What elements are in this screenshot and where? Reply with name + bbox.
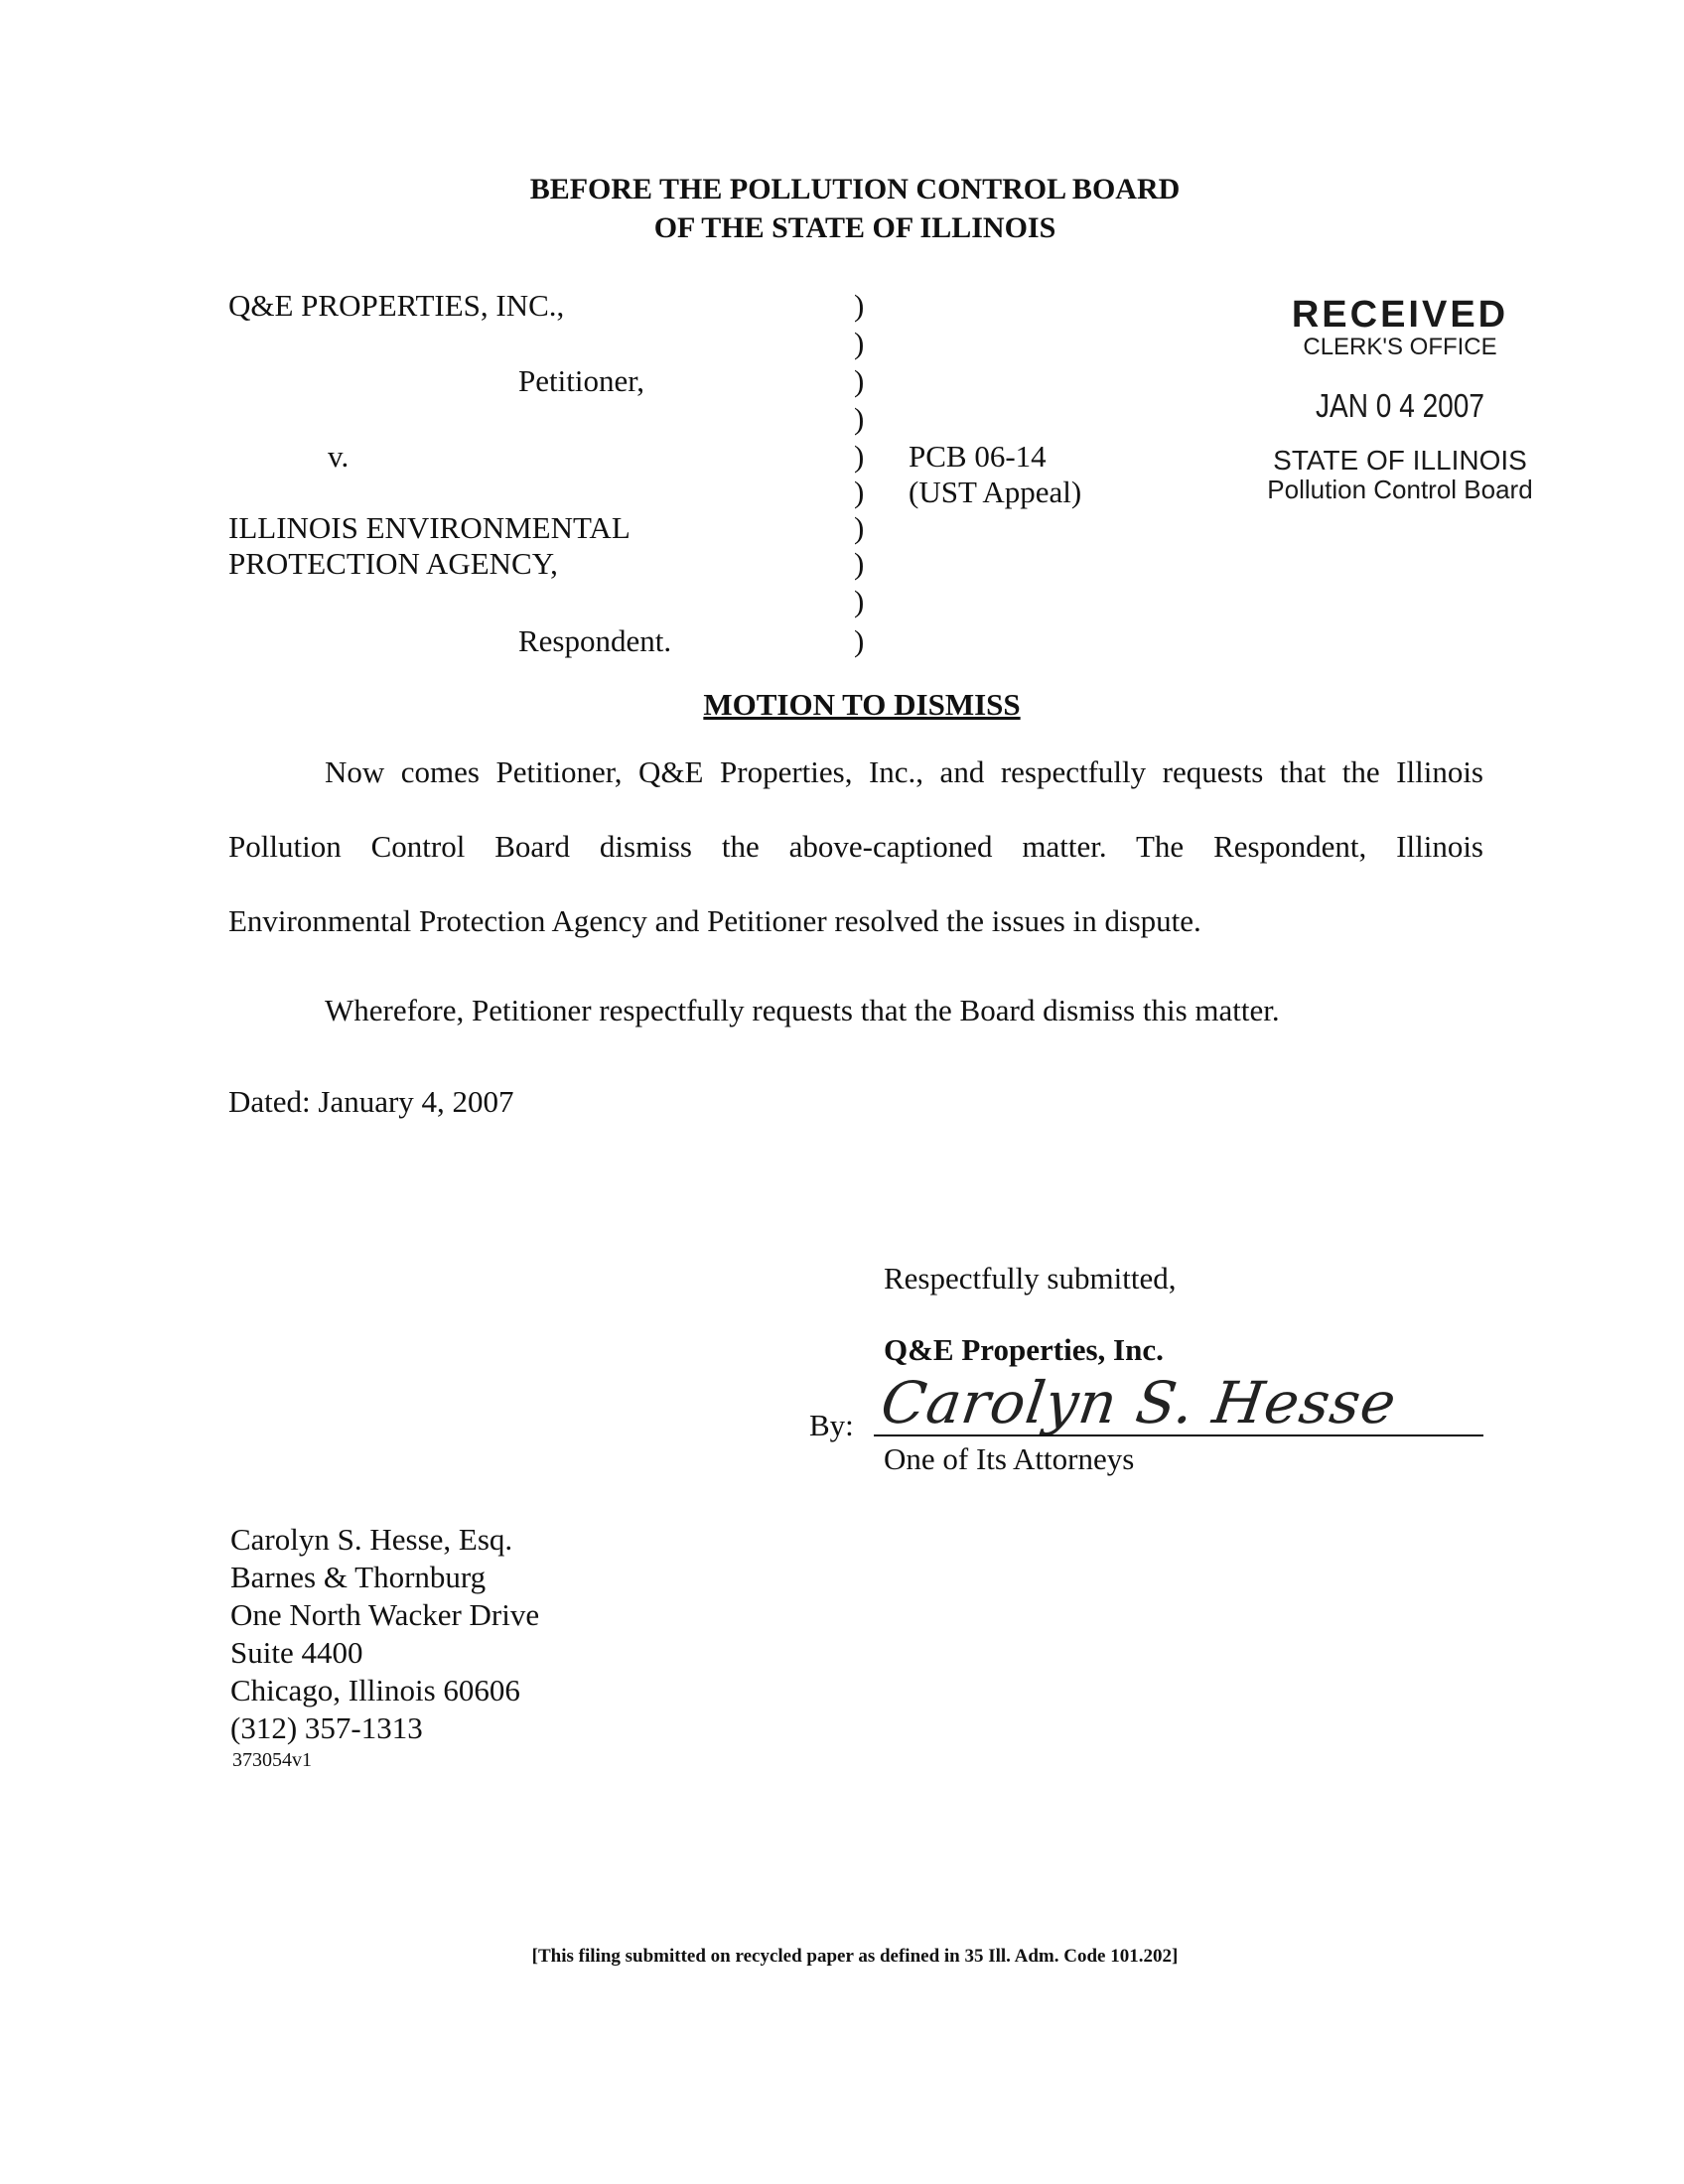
paren: ) xyxy=(854,475,865,509)
attorney-suite: Suite 4400 xyxy=(230,1635,363,1670)
attorney-firm: Barnes & Thornburg xyxy=(230,1560,487,1594)
paren: ) xyxy=(854,288,865,323)
case-number: PCB 06-14 xyxy=(909,439,1047,474)
court-heading-line2: OF THE STATE OF ILLINOIS xyxy=(653,211,1056,244)
versus-label: v. xyxy=(328,439,350,474)
stamp-date: JAN 0 4 2007 xyxy=(1316,387,1484,424)
attorney-city: Chicago, Illinois 60606 xyxy=(230,1673,520,1707)
paren: ) xyxy=(854,401,865,436)
wherefore-paragraph: Wherefore, Petitioner respectfully requests that the Board dismiss this matter. xyxy=(325,993,1280,1027)
party-name: Q&E Properties, Inc. xyxy=(884,1332,1164,1367)
document-id: 373054v1 xyxy=(232,1749,312,1771)
motion-title: MOTION TO DISMISS xyxy=(703,687,1021,722)
attorney-phone: (312) 357-1313 xyxy=(230,1710,423,1745)
signer-title: One of Its Attorneys xyxy=(884,1441,1135,1476)
paren: ) xyxy=(854,439,865,474)
stamp-board: Pollution Control Board xyxy=(1267,475,1533,504)
attorney-signature: Carolyn S. Hesse xyxy=(877,1369,1401,1436)
paren: ) xyxy=(854,623,865,658)
stamp-received: RECEIVED xyxy=(1291,294,1509,336)
paren: ) xyxy=(854,510,865,545)
closing: Respectfully submitted, xyxy=(884,1261,1177,1296)
attorney-name: Carolyn S. Hesse, Esq. xyxy=(230,1522,513,1557)
stamp-office: CLERK'S OFFICE xyxy=(1303,334,1497,360)
paren: ) xyxy=(854,363,865,398)
paren: ) xyxy=(854,326,865,360)
case-type: (UST Appeal) xyxy=(909,475,1082,509)
footer-note: [This filing submitted on recycled paper as defined in 35 Ill. Adm. Code 101.202] xyxy=(531,1946,1179,1967)
stamp-state: STATE OF ILLINOIS xyxy=(1273,445,1527,476)
motion-paragraph-line1: Now comes Petitioner, Q&E Properties, Inc., and respectfully requests that the Illinois xyxy=(325,754,1483,789)
petitioner-name: Q&E PROPERTIES, INC., xyxy=(228,288,565,323)
signature-line xyxy=(874,1434,1483,1436)
paren: ) xyxy=(854,546,865,581)
by-label: By: xyxy=(809,1408,854,1442)
motion-paragraph-line2: Pollution Control Board dismiss the above-captioned matter. The Respondent, Illinois xyxy=(228,829,1483,864)
motion-paragraph-line3: Environmental Protection Agency and Petitioner resolved the issues in dispute. xyxy=(228,903,1201,938)
respondent-name-line1: ILLINOIS ENVIRONMENTAL xyxy=(228,510,631,545)
paren: ) xyxy=(854,584,865,618)
respondent-name-line2: PROTECTION AGENCY, xyxy=(228,546,558,581)
attorney-street: One North Wacker Drive xyxy=(230,1597,540,1632)
petitioner-role: Petitioner, xyxy=(518,363,645,398)
respondent-role: Respondent. xyxy=(518,623,672,658)
court-heading-line1: BEFORE THE POLLUTION CONTROL BOARD xyxy=(529,173,1181,205)
dated-line: Dated: January 4, 2007 xyxy=(228,1084,514,1119)
